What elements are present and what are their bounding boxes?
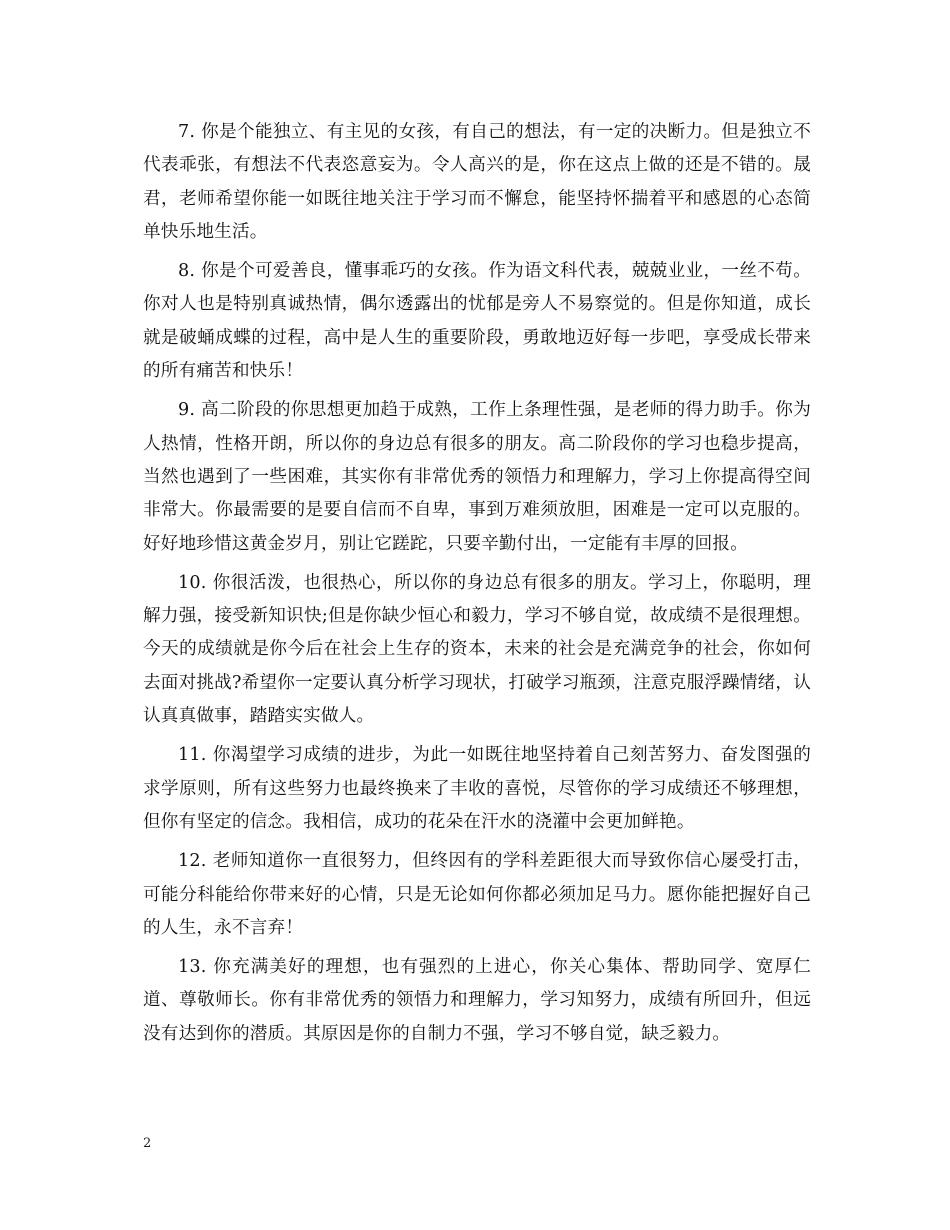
body-text [143, 116, 811, 1057]
paragraph-8: 8. 你是个可爱善良，懂事乖巧的女孩。作为语文科代表，兢兢业业，一丝不苟。你对人也是特别真诚热情，偶尔透露出的忧郁是旁人不易察觉的。但是你知道，成长就是破蛹成蝶的过程，高中是人生的重要阶段，勇敢地迈好每一步吧，享受成长带来的所有痛苦和快乐！ [143, 261, 811, 382]
paragraph-11: 11. 你渴望学习成绩的进步，为此一如既往地坚持着自己刻苦努力、奋发图强的求学原则，所有这些努力也最终换来了丰收的喜悦，尽管你的学习成绩还不够理想，但你有坚定的信念。我相信，成功的花朵在汗水的浇灌中会更加鲜艳。 [143, 745, 811, 832]
paragraph-10: 10. 你很活泼，也很热心，所以你的身边总有很多的朋友。学习上，你聪明，理解力强，接受新知识快;但是你缺少恒心和毅力，学习不够自觉，故成绩不是很理想。今天的成绩就是你今后在社会上生存的资本，未来的社会是充满竞争的社会，你如何去面对挑战?希望你一定要认真分析学习现状，打破学习瓶颈，注意克服浮躁情绪，认认真真做事，踏踏实实做人。 [143, 572, 812, 727]
paragraph-13: 13. 你充满美好的理想，也有强烈的上进心，你关心集体、帮助同学、宽厚仁道、尊敬师长。你有非常优秀的领悟力和理解力，学习知努力，成绩有所回升，但远没有达到你的潜质。其原因是你的自制力不强，学习不够自觉，缺乏毅力。 [143, 957, 811, 1044]
paragraph-7: 7. 你是个能独立、有主见的女孩，有自己的想法，有一定的决断力。但是独立不代表乖张，有想法不代表恣意妄为。令人高兴的是，你在这点上做的还是不错的。晟君，老师希望你能一如既往地关注于学习而不懈怠，能坚持怀揣着平和感恩的心态简单快乐地生活。 [143, 122, 811, 242]
paragraph-12: 12. 老师知道你一直很努力，但终因有的学科差距很大而导致你信心屡受打击，可能分科能给你带来好的心情，只是无论如何你都必须加足马力。愿你能把握好自己的人生，永不言弃！ [143, 851, 811, 938]
page-number: 2 [143, 1136, 152, 1151]
paragraph-9: 9. 高二阶段的你思想更加趋于成熟，工作上条理性强，是老师的得力助手。你为人热情，性格开朗，所以你的身边总有很多的朋友。高二阶段你的学习也稳步提高，当然也遇到了一些困难，其实你有非常优秀的领悟力和理解力，学习上你提高得空间非常大。你最需要的是要自信而不自卑，事到万难须放胆，困难是一定可以克服的。好好地珍惜这黄金岁月，别让它蹉跎，只要辛勤付出，一定能有丰厚的回报。 [143, 400, 811, 554]
